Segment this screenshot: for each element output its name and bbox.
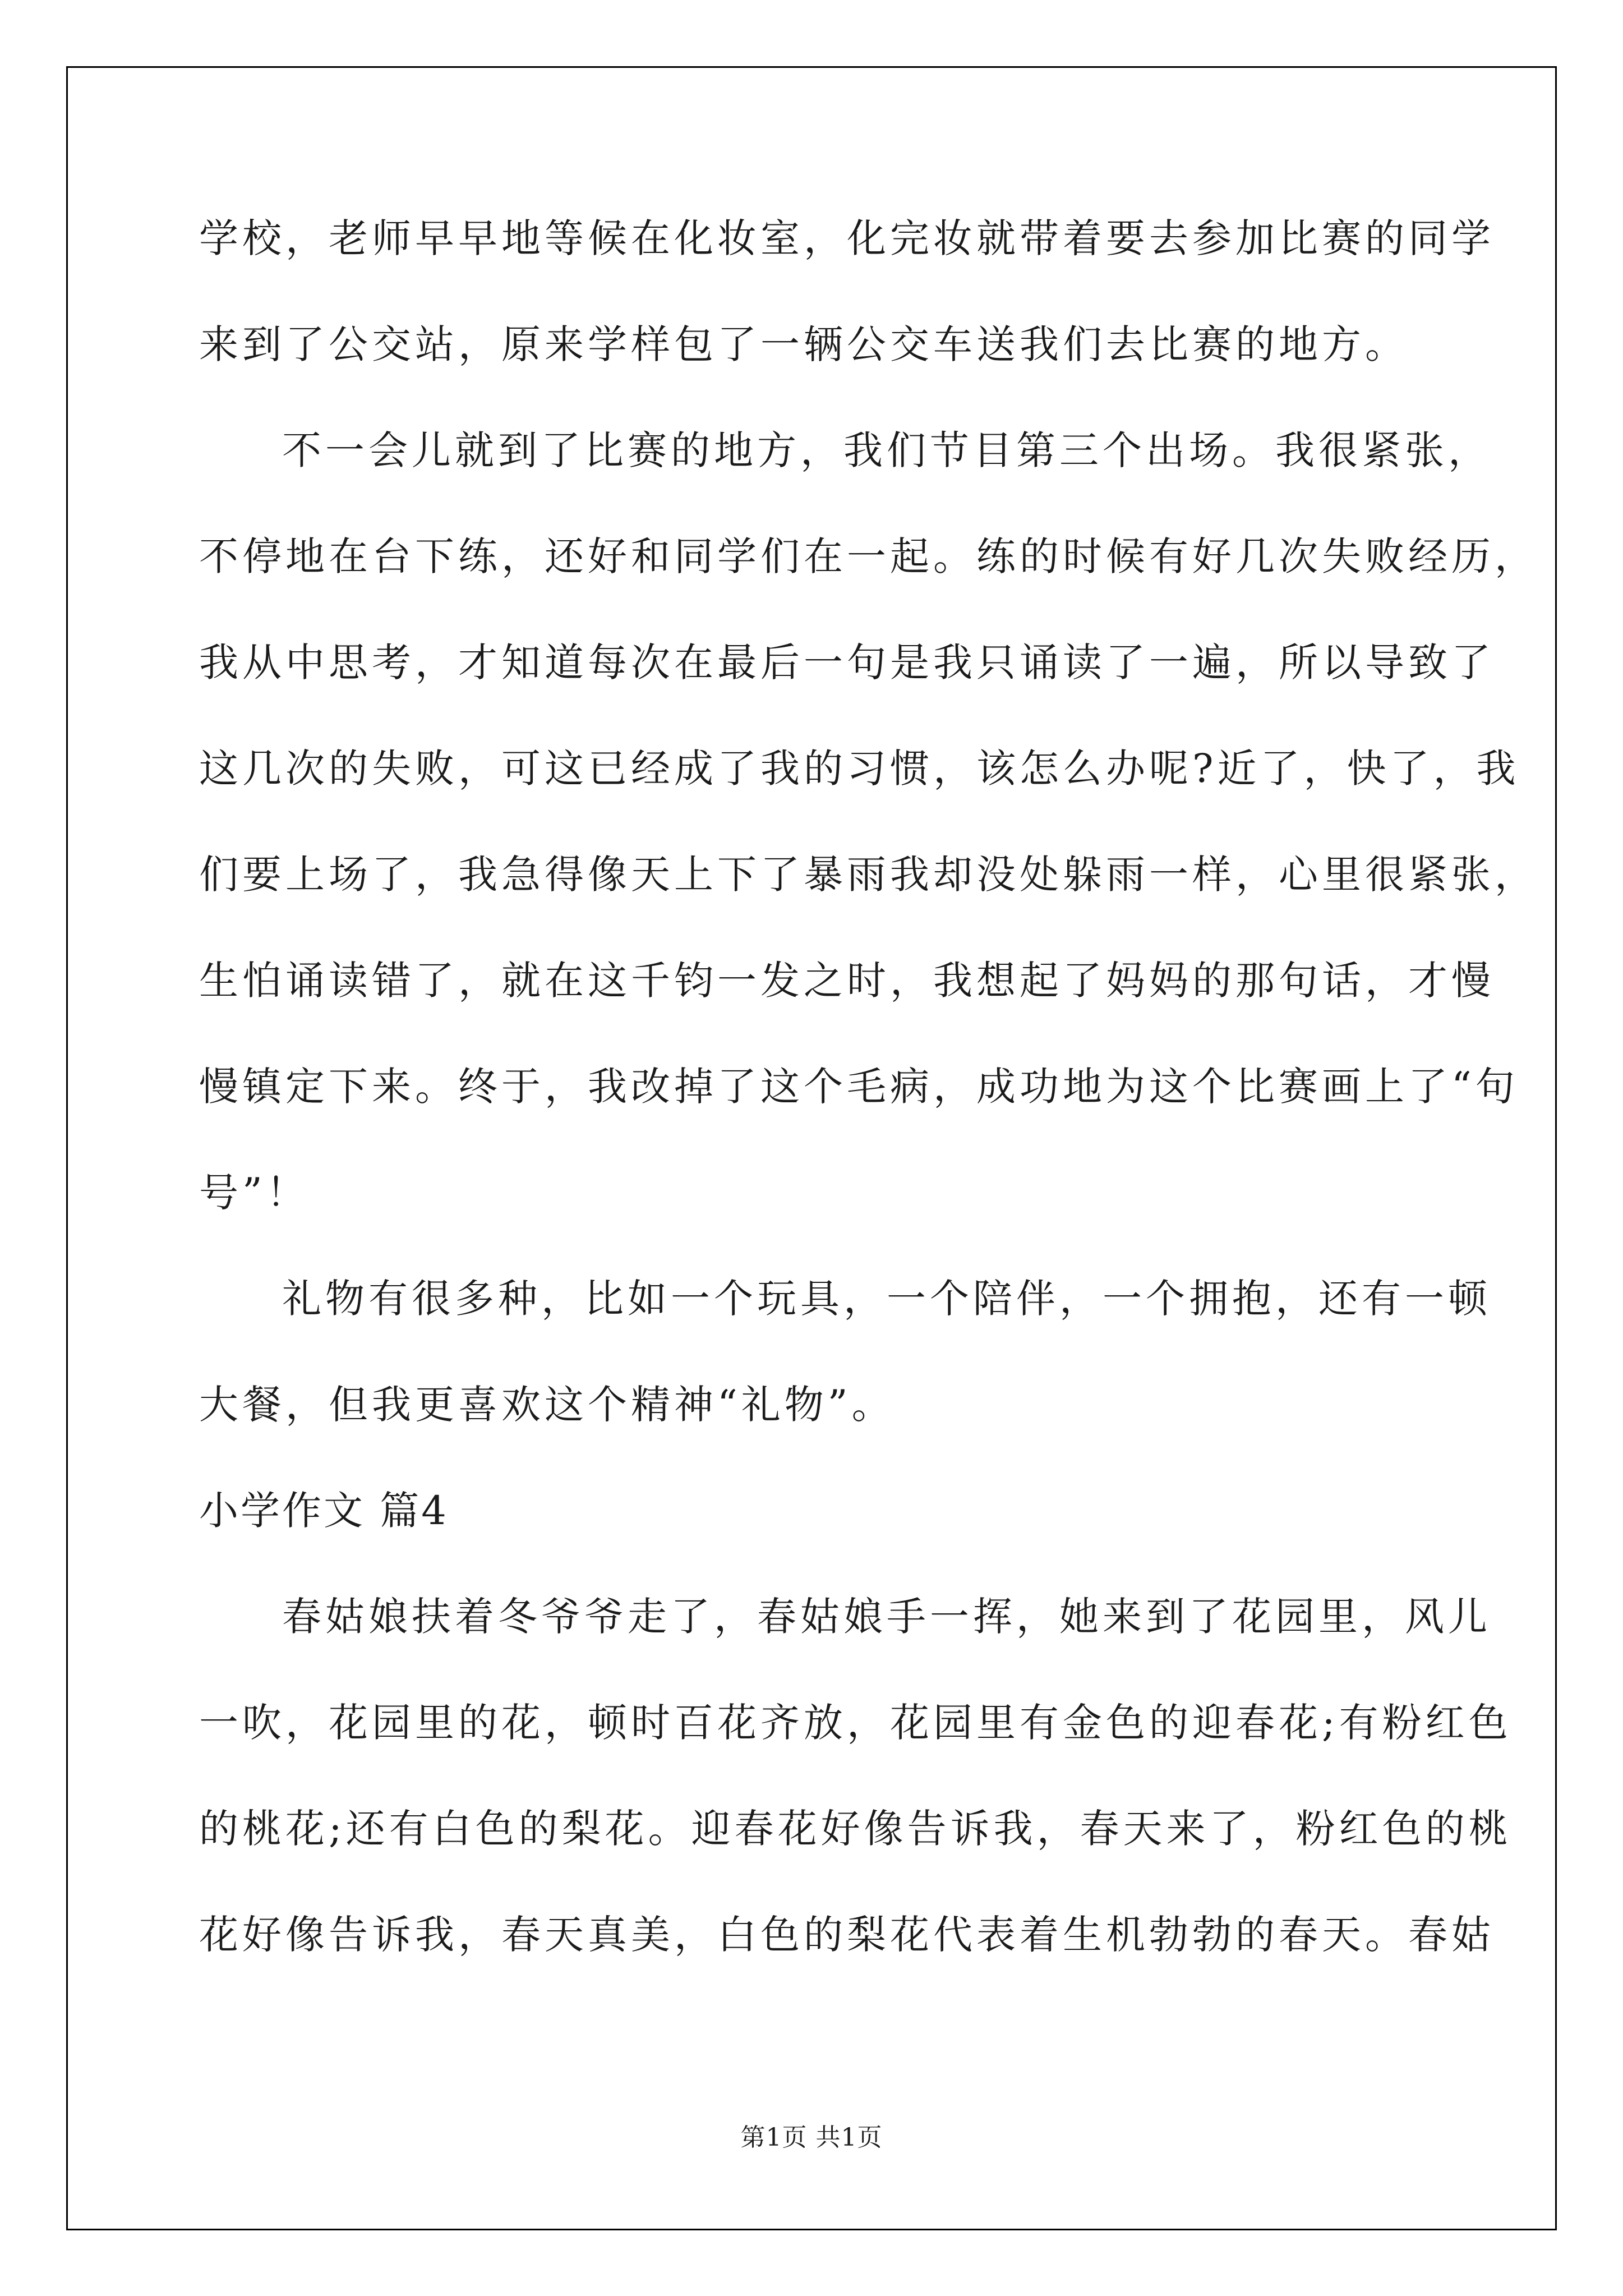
- paragraph-start-line: 不一会儿就到了比赛的地方，我们节目第三个出场。我很紧张，: [282, 427, 1491, 473]
- text-line: 一吹，花园里的花，顿时百花齐放，花园里有金色的迎春花;有粉红色: [199, 1700, 1512, 1746]
- paragraph-start-line: 春姑娘扶着冬爷爷走了，春姑娘手一挥，她来到了花园里，风儿: [282, 1594, 1491, 1640]
- text-line: 们要上场了，我急得像天上下了暴雨我却没处躲雨一样，心里很紧张，: [199, 852, 1538, 898]
- text-line: 慢镇定下来。终于，我改掉了这个毛病，成功地为这个比赛画上了“句: [199, 1064, 1519, 1110]
- text-line: 来到了公交站，原来学样包了一辆公交车送我们去比赛的地方。: [199, 321, 1408, 367]
- text-line: 的桃花;还有白色的梨花。迎春花好像告诉我，春天来了，粉红色的桃: [199, 1806, 1512, 1852]
- paragraph-start-line: 礼物有很多种，比如一个玩具，一个陪伴，一个拥抱，还有一顿: [282, 1276, 1491, 1322]
- text-line: 花好像告诉我，春天真美，白色的梨花代表着生机勃勃的春天。春姑: [199, 1912, 1495, 1958]
- section-heading: 小学作文 篇4: [199, 1488, 449, 1534]
- text-line: 生怕诵读错了，就在这千钧一发之时，我想起了妈妈的那句话，才慢: [199, 958, 1495, 1004]
- text-line: 号”！: [199, 1170, 310, 1216]
- text-line: 大餐，但我更喜欢这个精神“礼物”。: [199, 1382, 895, 1428]
- page-footer: 第1页 共1页: [740, 2123, 883, 2152]
- text-line: 学校，老师早早地等候在化妆室，化完妆就带着要去参加比赛的同学: [199, 215, 1495, 261]
- text-line: 这几次的失败，可这已经成了我的习惯，该怎么办呢?近了，快了，我: [199, 746, 1520, 792]
- text-line: 我从中思考，才知道每次在最后一句是我只诵读了一遍，所以导致了: [199, 639, 1495, 685]
- text-line: 不停地在台下练，还好和同学们在一起。练的时候有好几次失败经历，: [199, 533, 1538, 579]
- document-body: [199, 215, 1538, 2021]
